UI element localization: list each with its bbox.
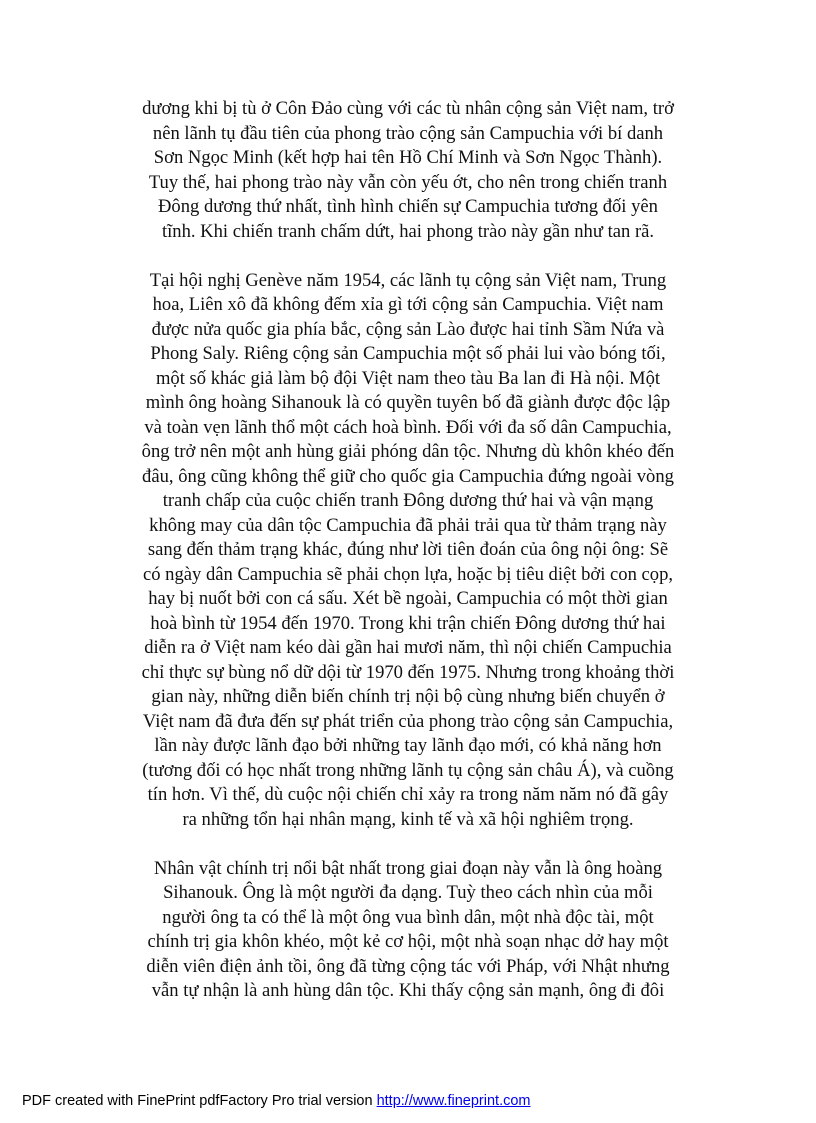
paragraph (100, 269, 716, 833)
text-line: ông trở nên một anh hùng giải phóng dân tộc. Nhưng dù khôn khéo đến (141, 441, 675, 462)
text-line: đâu, ông cũng không thể giữ cho quốc gia Campuchia đứng ngoài vòng (142, 465, 674, 487)
text-line: không may của dân tộc Campuchia đã phải trải qua từ thảm trạng này (149, 514, 667, 536)
text-line: tĩnh. Khi chiến tranh chấm dứt, hai phong trào này gần như tan rã. (161, 220, 655, 242)
text-line: sang đến thảm trạng khác, đúng như lời tiên đoán của ông nội ông: Sẽ (147, 539, 669, 560)
document-body (100, 97, 716, 1004)
text-line: (tương đối có học nhất trong những lãnh tụ cộng sản châu Á), và cuồng (142, 759, 674, 781)
text-line: Sihanouk. Ông là một người đa dạng. Tuỳ theo cách nhìn của mỗi (163, 882, 653, 903)
text-line: tín hơn. Vì thế, dù cuộc nội chiến chỉ xảy ra trong năm năm nó đã gây (147, 784, 669, 805)
text-line: ra những tổn hại nhân mạng, kinh tế và xã hội nghiêm trọng. (182, 808, 634, 830)
text-line: có ngày dân Campuchia sẽ phải chọn lựa, hoặc bị tiêu diệt bởi con cọp, (142, 563, 674, 585)
text-line: Việt nam đã đưa đến sự phát triển của phong trào cộng sản Campuchia, (142, 710, 674, 732)
text-line: hoa, Liên xô đã không đếm xỉa gì tới cộng sản Campuchia. Việt nam (152, 294, 664, 315)
text-line: hoà bình từ 1954 đến 1970. Trong khi trận chiến Đông dương thứ hai (150, 612, 666, 634)
text-line: Tại hội nghị Genève năm 1954, các lãnh tụ cộng sản Việt nam, Trung (149, 269, 667, 291)
pdf-footer (22, 1092, 531, 1110)
footer-text: PDF created with FinePrint pdfFactory Pro trial version (22, 1093, 377, 1109)
text-line: Đông dương thứ nhất, tình hình chiến sự Campuchia tương đối yên (158, 196, 658, 217)
paragraph (100, 97, 716, 244)
text-line: Sơn Ngọc Minh (kết hợp hai tên Hồ Chí Minh và Sơn Ngọc Thành). (153, 147, 663, 168)
text-line: nên lãnh tụ đầu tiên của phong trào cộng sản Campuchia với bí danh (152, 122, 664, 144)
text-line: dương khi bị tù ở Côn Đảo cùng với các tù nhân cộng sản Việt nam, trở (142, 98, 674, 119)
text-line: lần này được lãnh đạo bởi những tay lãnh đạo mới, có khả năng hơn (154, 735, 662, 756)
text-line: chỉ thực sự bùng nổ dữ dội từ 1970 đến 1975. Nhưng trong khoảng thời (141, 661, 675, 683)
text-line: Tuy thế, hai phong trào này vẫn còn yếu ớt, cho nên trong chiến tranh (148, 171, 668, 193)
text-line: gian này, những diễn biến chính trị nội bộ cùng nhưng biến chuyển ở (151, 686, 665, 707)
text-line: một số khác giả làm bộ đội Việt nam theo tàu Ba lan đi Hà nội. Một (155, 367, 661, 389)
text-line: chính trị gia khôn khéo, một kẻ cơ hội, một nhà soạn nhạc dở hay một (147, 931, 669, 952)
text-line: mình ông hoàng Sihanouk là có quyền tuyên bố đã giành được độc lập (145, 392, 671, 413)
text-line: người ông ta có thể là một ông vua bình dân, một nhà độc tài, một (162, 906, 654, 928)
text-line: Phong Saly. Riêng cộng sản Campuchia một số phải lui vào bóng tối, (150, 343, 666, 364)
text-line: Nhân vật chính trị nổi bật nhất trong giai đoạn này vẫn là ông hoàng (153, 857, 663, 879)
text-line: hay bị nuốt bởi con cá sấu. Xét bề ngoài, Campuchia có một thời gian (148, 588, 668, 609)
text-line: vẫn tự nhận là anh hùng dân tộc. Khi thấy cộng sản mạnh, ông đi đôi (151, 980, 665, 1001)
footer-link[interactable]: http://www.fineprint.com (376, 1093, 531, 1109)
text-line: tranh chấp của cuộc chiến tranh Đông dương thứ hai và vận mạng (162, 490, 654, 511)
text-line: diễn viên điện ảnh tồi, ông đã từng cộng tác với Pháp, với Nhật nhưng (146, 955, 670, 977)
text-line: diễn ra ở Việt nam kéo dài gần hai mươi năm, thì nội chiến Campuchia (144, 637, 672, 658)
text-line: được nửa quốc gia phía bắc, cộng sản Lào được hai tỉnh Sầm Nứa và (151, 318, 665, 340)
text-line: và toàn vẹn lãnh thổ một cách hoà bình. Đối với đa số dân Campuchia, (144, 416, 672, 438)
paragraph (100, 857, 716, 1004)
